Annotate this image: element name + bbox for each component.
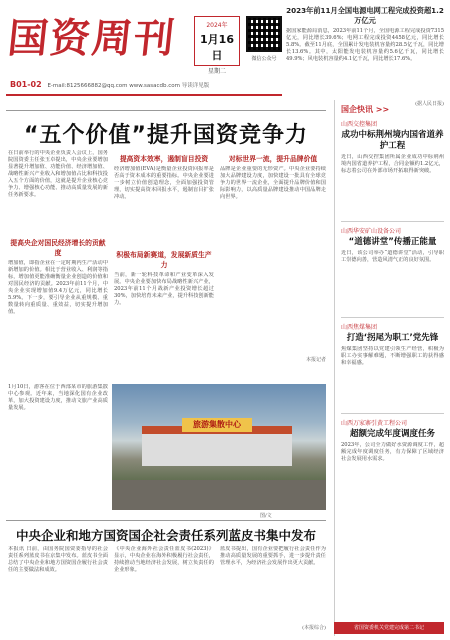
lead-column-1 <box>8 150 108 378</box>
rail-item-title: 超额完成年度调度任务 <box>349 429 435 439</box>
bottom-column-1 <box>8 546 108 634</box>
masthead <box>6 6 282 96</box>
rail-item-title: “道德讲堂”传播正能量 <box>348 237 437 247</box>
top-news-box <box>286 6 444 107</box>
lead-paragraph: 当前，新一轮科技革命和产业变革深入发展。中央企业要加快布局战略性新兴产业，2023年前11个月战新产业投资增长超过30%，加快培育未来产业，提升科技创新能力。 <box>114 272 214 306</box>
photo-road <box>112 480 326 510</box>
lead-paragraph: 品牌是企业重要的无形资产。中央企业要持续加大品牌建设力度，加快建设一批具有全球竞争力的世界一流企业，全面提升品牌价值和国际影响力，以高质量品牌建设推动中国品牌走向世界。 <box>220 166 326 200</box>
lead-paragraph: 经济增加值(EVA)是衡量企业投资回报率是否高于资本成本的重要指标。中央企业要进一步树立价值创造理念，全面加强投资管理，切实提高资本回报水平，遏制盲目扩张冲动。 <box>114 166 214 200</box>
bottom-source: (本报综合) <box>302 625 326 631</box>
contact-line: E-mail:8125666882@qq.com www.sasacdb.com 导读详见版 <box>47 83 210 89</box>
bottom-column-3 <box>220 546 326 634</box>
bottom-paragraph: 蓝皮书提出，国有企业要把履行社会责任作为推动高质量发展的重要抓手，进一步提升责任管理水平，为经济社会发展作出更大贡献。 <box>220 546 326 566</box>
divider <box>341 221 444 222</box>
newspaper-logo: 国资周刊 <box>5 16 179 62</box>
rail-item-source: 山西焦煤集团 <box>341 324 378 331</box>
news-photo <box>112 384 326 510</box>
edition-label: B01-02 <box>10 80 42 89</box>
lead-headline: “五个价值”提升国资竞争力 <box>24 123 308 148</box>
rail-item-body: 近日，该公司举办“道德讲堂”活动，引导职工崇德向善，营造风清气正的良好氛围。 <box>341 250 444 263</box>
lead-paragraph: 增加值，即指企业在一定时期内生产活动中新增加的价值。相比于营业收入、利润等指标，增加值更能准确衡量企业创造的价值和对国民经济的贡献。2023年前11个月，中央企业实现增加值9.4万亿元，同比增长5.9%。下一步，要引导企业从重规模、重数量转向重质量、重效益，切实提升增加值。 <box>8 260 108 315</box>
issue-weekday: 星期二 <box>207 68 226 75</box>
divider <box>6 520 326 521</box>
rail-item <box>341 119 444 218</box>
photo-credit: 图/文 <box>260 513 272 519</box>
photo-building <box>142 426 292 466</box>
rail-item-body: 近日，山西交控集团所属企业成功中标荆州境内国省道养护工程，合同金额约1.2亿元，标志着公司在外部市场开拓取得新突破。 <box>341 154 444 174</box>
lead-column-3 <box>220 150 326 378</box>
lead-subhead: 对标世界一流，提升品牌价值 <box>228 155 318 163</box>
divider <box>6 110 326 111</box>
issue-year: 2024年 <box>206 22 228 29</box>
rail-item <box>341 418 444 506</box>
divider <box>341 317 444 318</box>
rail-item-title: 打造‘拐尾为职工’党先锋 <box>346 333 439 343</box>
rail-item <box>341 226 444 314</box>
lead-column-2 <box>114 150 214 378</box>
lead-subhead: 积极布局新赛道，发展新质生产力 <box>116 251 212 269</box>
masthead-meta <box>10 80 282 89</box>
rail-item <box>341 322 444 410</box>
lead-subhead: 提高资本效率，遏制盲目投资 <box>119 155 209 163</box>
bottom-headline: 中央企业和地方国资国企社会责任系列蓝皮书集中发布 <box>15 528 316 543</box>
issue-date: 1月16日 <box>200 33 234 62</box>
issue-date-box <box>194 16 240 75</box>
photo-caption <box>8 384 108 510</box>
lead-byline: 本报记者 <box>305 357 326 363</box>
footer-ad-banner: 省国资委机关党建完成第二书记 <box>334 622 444 634</box>
qr-caption: 微信公众号 <box>251 56 277 62</box>
photo-sign: 旅游集散中心 <box>182 418 252 432</box>
rail-item-source: 山西华安矿山设备公司 <box>341 228 402 235</box>
photo-caption-text: 1月10日，游客在位于西部某市的旅游集散中心参观。近年来，当地深化国有企业改革，加大投资建设力度，推动文旅产业高质量发展。 <box>8 384 108 411</box>
rail-item-body: 2023年，公司全力做好水资源调度工作，超额完成年度调度任务，有力保障了区域经济社会发展用水需求。 <box>341 442 444 462</box>
bottom-paragraph: 本报讯 日前，由国务院国资委指导的社会责任系列蓝皮书在京集中发布。蓝皮书全面总结了中央企业和地方国资国企履行社会责任的主要做法和成效。 <box>8 546 108 573</box>
qr-code-icon <box>246 16 282 52</box>
bottom-column-2 <box>114 546 214 634</box>
rail-item-body: 焦煤集团坚持以党建引领生产经营，积极为职工办实事解难题，不断增强职工的获得感和幸福感。 <box>341 346 444 366</box>
lead-paragraph: 在日前举行的中央企业负责人会议上，国务院国资委主任张玉卓提出，中央企业要增加显著提升增加值、功能价值、经济增加值、战略性新兴产业收入和增加值占比和科技投入五个方面的价值，这就是提升企业核心竞争力、增强核心功能、推动高质量发展的新任务新要求。 <box>8 150 108 198</box>
rail-header[interactable]: 国企快讯 >> <box>341 105 390 114</box>
rail-item-title: 成功中标荆州境内国省道养护工程 <box>341 130 444 151</box>
bottom-paragraph: 《中央企业海外社会责任蓝皮书(2023)》显示，中央企业在海外积极履行社会责任，持续推动当地经济社会发展，树立负责任的企业形象。 <box>114 546 214 573</box>
lead-subhead: 提高央企对国民经济增长的贡献度 <box>10 239 106 257</box>
top-news-source: (据人民日报) <box>415 101 444 107</box>
top-news-body: 据国家能源局消息，2023年前11个月，全国电源工程完成投资7315亿元，同比增长39.6%；电网工程完成投资4458亿元，同比增长5.8%。截至11月底，全国累计发电装机容量约28.5亿千瓦，同比增长13.6%。其中，太阳能发电装机容量约5.6亿千瓦，同比增长49.9%；风电装机容量约4.1亿千瓦，同比增长17.6%。 <box>286 28 444 62</box>
news-rail <box>334 100 444 636</box>
rail-item-source: 山西交控集团 <box>341 121 378 128</box>
divider <box>341 413 444 414</box>
rail-item-source: 山西万家寨引黄工程公司 <box>341 420 408 427</box>
top-news-title: 2023年前11月全国电源电网工程完成投资超1.2万亿元 <box>286 6 444 25</box>
